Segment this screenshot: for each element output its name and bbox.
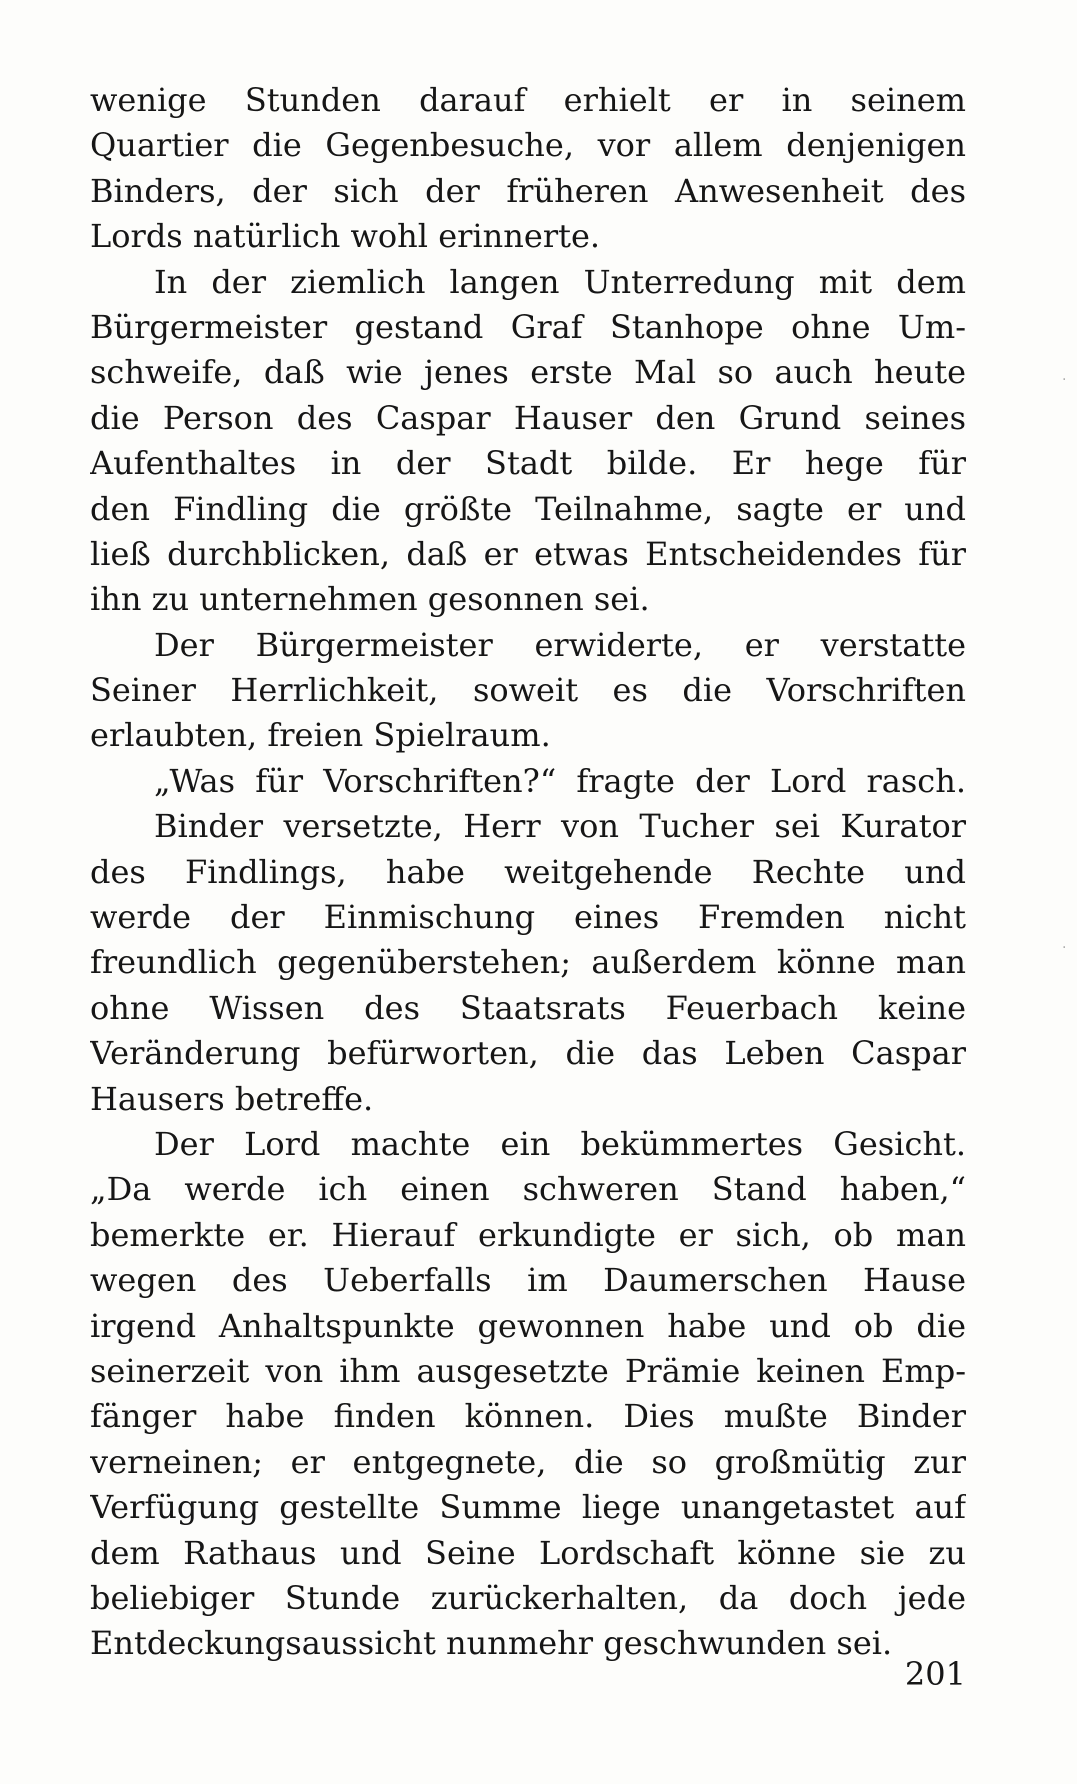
text-line: Hausers betreffe. [90, 1079, 374, 1118]
text-line: ließ durchblicken, daß er etwas Entscheidendes für [90, 534, 966, 573]
text-line: bemerkte er. Hierauf erkundigte er sich, ob man [90, 1215, 966, 1254]
text-line: ihn zu unternehmen gesonnen sei. [90, 580, 650, 619]
text-line: Quartier die Gegenbesuche, vor allem denjenigen [90, 126, 966, 165]
text-line: ohne Wissen des Staatsrats Feuerbach keine [90, 988, 966, 1027]
text-line: Der Lord machte ein bekümmertes Gesicht. [154, 1124, 966, 1163]
text-line: „Was für Vorschriften?“ fragte der Lord rasch. [154, 761, 966, 800]
text-line: dem Rathaus und Seine Lordschaft könne sie zu [90, 1533, 966, 1572]
text-line: Der Bürgermeister erwiderte, er verstatte [154, 625, 966, 664]
text-line: wegen des Ueberfalls im Daumerschen Hause [90, 1261, 966, 1300]
text-line: erlaubten, freien Spielraum. [90, 716, 551, 755]
text-line: beliebiger Stunde zurückerhalten, da doch jede [90, 1578, 966, 1617]
text-line: freundlich gegenüberstehen; außerdem könne man [90, 943, 966, 982]
text-line: Verfügung gestellte Summe liege unangetastet auf [90, 1488, 966, 1527]
text-line: werde der Einmischung eines Fremden nicht [90, 898, 966, 937]
body-text [90, 78, 966, 1667]
text-line: den Findling die größte Teilnahme, sagte er und [90, 489, 966, 528]
text-line: Seiner Herrlichkeit, soweit es die Vorschriften [90, 671, 966, 710]
text-line: Binder versetzte, Herr von Tucher sei Kurator [154, 807, 966, 846]
page-number: 201 [904, 1655, 966, 1693]
text-line: In der ziemlich langen Unterredung mit dem [154, 262, 966, 301]
text-line: Aufenthaltes in der Stadt bilde. Er hege für [90, 444, 966, 483]
text-line: schweife, daß wie jenes erste Mal so auch heute [90, 353, 966, 392]
text-line: des Findlings, habe weitgehende Rechte und [90, 852, 966, 891]
text-line: seinerzeit von ihm ausgesetzte Prämie keinen Emp- [90, 1351, 966, 1390]
text-line: Bürgermeister gestand Graf Stanhope ohne Um- [90, 307, 966, 346]
margin-speck: · [1062, 372, 1067, 388]
margin-speck: · [1062, 940, 1067, 956]
text-line: wenige Stunden darauf erhielt er in seinem [90, 81, 966, 119]
text-line: irgend Anhaltspunkte gewonnen habe und ob die [90, 1306, 966, 1345]
text-line: fänger habe finden können. Dies mußte Binder [90, 1397, 966, 1436]
text-line: Lords natürlich wohl erinnerte. [90, 217, 601, 256]
text-line: Entdeckungsaussicht nunmehr geschwunden sei. [90, 1624, 893, 1663]
text-line: verneinen; er entgegnete, die so großmütig zur [90, 1442, 966, 1481]
text-line: „Da werde ich einen schweren Stand haben,“ [90, 1170, 966, 1209]
text-line: die Person des Caspar Hauser den Grund seines [90, 398, 966, 437]
text-line: Veränderung befürworten, die das Leben Caspar [90, 1034, 966, 1073]
text-line: Binders, der sich der früheren Anwesenheit des [90, 171, 966, 210]
